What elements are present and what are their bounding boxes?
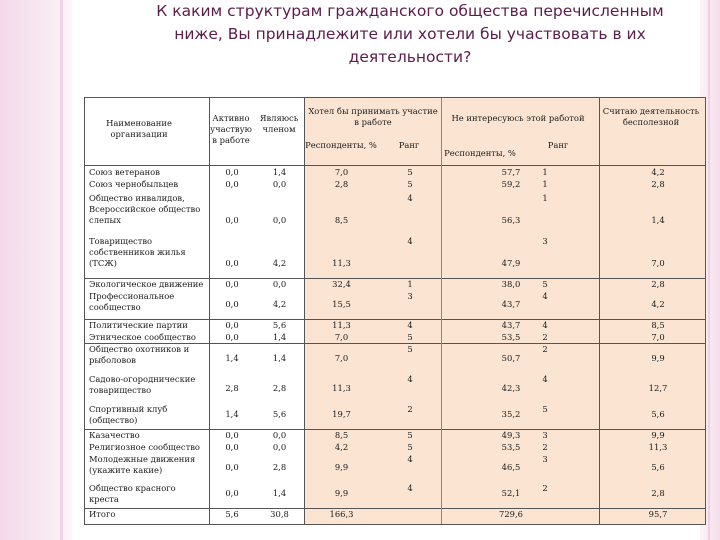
header-want-respondents: Респонденты, % <box>305 140 377 150</box>
useless-value: 11,3 <box>648 442 668 452</box>
want-value: 9,9 <box>334 462 349 472</box>
want-value: 7,0 <box>334 353 349 363</box>
want-rank: 4 <box>407 454 413 464</box>
want-rank: 2 <box>407 404 413 414</box>
organization-name: Общество инвалидов, Всероссийское общество слепых <box>89 193 201 225</box>
not-interested-rank: 5 <box>542 404 548 414</box>
header-useless: Считаю деятельность бесполезной <box>602 106 700 127</box>
header-not-interested: Не интересуюсь этой работой <box>451 113 585 123</box>
useless-value: 7,0 <box>651 332 665 342</box>
useless-value: 9,9 <box>651 430 665 440</box>
useless-value: 8,5 <box>651 320 665 330</box>
want-rank: 4 <box>407 483 413 493</box>
organization-name: Спортивный клуб (общество) <box>89 404 168 425</box>
organization-name: Молодежные движения (укажите какие) <box>89 454 196 475</box>
not-interested-rank: 2 <box>542 332 548 342</box>
left-decor-stripe <box>60 0 63 540</box>
want-value: 32,4 <box>332 279 351 289</box>
useless-value: 4,2 <box>651 167 665 177</box>
organization-name: Союз чернобыльцев <box>89 179 179 189</box>
not-interested-value: 49,3 <box>501 430 521 440</box>
table-grid-line <box>85 508 706 509</box>
member-value: 30,8 <box>270 509 289 519</box>
member-value: 0,0 <box>272 179 287 189</box>
organization-name: Религиозное сообщество <box>89 442 200 452</box>
not-interested-rank: 2 <box>542 442 548 452</box>
member-value: 1,4 <box>272 167 287 177</box>
useless-value: 5,6 <box>651 462 665 472</box>
active-value: 5,6 <box>225 509 239 519</box>
want-value: 11,3 <box>332 320 351 330</box>
not-interested-rank: 2 <box>542 344 548 354</box>
organization-name: Товарищество собственников жилья (ТСЖ) <box>89 236 186 268</box>
right-decor-stripe <box>708 0 710 540</box>
active-value: 0,0 <box>225 179 239 189</box>
not-interested-value: 729,6 <box>499 509 523 519</box>
not-interested-rank: 4 <box>542 291 548 301</box>
want-value: 166,3 <box>329 509 354 519</box>
table-grid-line <box>85 319 706 320</box>
not-interested-value: 53,5 <box>501 332 521 342</box>
want-value: 11,3 <box>332 258 351 268</box>
want-value: 9,9 <box>334 488 349 498</box>
active-value: 0,0 <box>225 488 239 498</box>
want-value: 2,8 <box>334 179 349 189</box>
not-interested-rank: 2 <box>542 483 548 493</box>
want-rank: 4 <box>407 193 413 203</box>
want-rank: 5 <box>407 430 413 440</box>
active-value: 0,0 <box>225 442 239 452</box>
organization-name: Союз ветеранов <box>89 167 160 177</box>
useless-value: 4,2 <box>651 299 665 309</box>
want-value: 11,3 <box>332 383 351 393</box>
not-interested-value: 57,7 <box>501 167 521 177</box>
organization-name: Экологическое движение <box>89 279 204 289</box>
title-line: деятельности? <box>348 48 472 66</box>
active-value: 0,0 <box>225 299 239 309</box>
member-value: 4,2 <box>272 258 287 268</box>
member-value: 1,4 <box>272 488 287 498</box>
table-grid-line <box>85 165 706 166</box>
useless-value: 1,4 <box>651 215 665 225</box>
active-value: 0,0 <box>225 430 239 440</box>
organization-name: Профессиональное сообщество <box>89 291 175 312</box>
header-not-interested-rank: Ранг <box>547 140 569 150</box>
not-interested-rank: 1 <box>542 167 548 177</box>
active-value: 1,4 <box>225 409 239 419</box>
active-value: 0,0 <box>225 462 239 472</box>
member-value: 1,4 <box>272 332 287 342</box>
not-interested-value: 43,7 <box>501 299 521 309</box>
useless-value: 9,9 <box>651 353 665 363</box>
want-rank: 5 <box>407 344 413 354</box>
table-grid-line <box>85 429 706 430</box>
not-interested-rank: 3 <box>542 236 548 246</box>
useless-value: 2,8 <box>651 488 665 498</box>
useless-value: 5,6 <box>651 409 665 419</box>
want-rank: 4 <box>407 374 413 384</box>
header-want-rank: Ранг <box>398 140 420 150</box>
member-value: 5,6 <box>272 320 287 330</box>
want-rank: 5 <box>407 179 413 189</box>
useless-value: 2,8 <box>651 279 665 289</box>
not-interested-value: 59,2 <box>501 179 521 189</box>
active-value: 2,8 <box>225 383 239 393</box>
member-value: 0,0 <box>272 430 287 440</box>
organization-name: Садово-огороднические товарищество <box>89 374 196 395</box>
want-rank: 4 <box>407 236 413 246</box>
not-interested-value: 43,7 <box>501 320 521 330</box>
want-value: 8,5 <box>334 215 349 225</box>
member-value: 0,0 <box>272 442 287 452</box>
active-value: 0,0 <box>225 279 239 289</box>
slide-title <box>110 0 710 69</box>
want-value: 15,5 <box>332 299 351 309</box>
organization-name: Этническое сообщество <box>89 332 196 342</box>
active-value: 1,4 <box>225 353 239 363</box>
useless-value: 2,8 <box>651 179 665 189</box>
want-value: 7,0 <box>334 332 349 342</box>
member-value: 2,8 <box>272 462 287 472</box>
organization-name: Общество красного креста <box>89 483 176 504</box>
want-rank: 3 <box>407 291 413 301</box>
table-column-divider <box>304 98 305 525</box>
active-value: 0,0 <box>225 167 239 177</box>
want-value: 7,0 <box>334 167 349 177</box>
survey-table <box>84 97 706 525</box>
not-interested-rank: 1 <box>542 179 548 189</box>
not-interested-value: 47,9 <box>501 258 521 268</box>
not-interested-value: 52,1 <box>501 488 521 498</box>
not-interested-value: 53,5 <box>501 442 521 452</box>
table-column-divider <box>209 98 210 525</box>
table-grid-line <box>85 278 706 279</box>
not-interested-value: 50,7 <box>501 353 521 363</box>
not-interested-rank: 1 <box>542 193 548 203</box>
not-interested-rank: 5 <box>542 279 548 289</box>
not-interested-rank: 4 <box>542 374 548 384</box>
organization-name: Политические партии <box>89 320 188 330</box>
organization-name: Казачество <box>89 430 140 440</box>
organization-name: Общество охотников и рыболовов <box>89 344 190 365</box>
member-value: 4,2 <box>272 299 287 309</box>
want-value: 19,7 <box>332 409 351 419</box>
not-interested-value: 46,5 <box>501 462 521 472</box>
not-interested-value: 35,2 <box>501 409 521 419</box>
active-value: 0,0 <box>225 215 239 225</box>
left-decor-band <box>0 0 72 540</box>
not-interested-rank: 4 <box>542 320 548 330</box>
useless-value: 7,0 <box>651 258 665 268</box>
header-want-participate: Хотел бы принимать участие в работе <box>308 106 438 127</box>
useless-value: 95,7 <box>648 509 668 519</box>
table-shaded-area <box>304 98 706 525</box>
member-value: 0,0 <box>272 215 287 225</box>
want-rank: 5 <box>407 167 413 177</box>
organization-name: Итого <box>89 509 116 519</box>
want-value: 8,5 <box>334 430 349 440</box>
not-interested-rank: 3 <box>542 430 548 440</box>
not-interested-rank: 3 <box>542 454 548 464</box>
active-value: 0,0 <box>225 332 239 342</box>
useless-value: 12,7 <box>648 383 668 393</box>
header-active: Активно участвую в работе <box>210 113 252 145</box>
table-column-divider <box>599 98 600 525</box>
member-value: 2,8 <box>272 383 287 393</box>
want-rank: 5 <box>407 442 413 452</box>
want-rank: 4 <box>407 320 413 330</box>
table-grid-line <box>85 343 706 344</box>
active-value: 0,0 <box>225 258 239 268</box>
not-interested-value: 56,3 <box>501 215 521 225</box>
header-member: Являюсь членом <box>259 113 299 134</box>
want-rank: 5 <box>407 332 413 342</box>
not-interested-value: 38,0 <box>501 279 521 289</box>
member-value: 0,0 <box>272 279 287 289</box>
title-line: К каким структурам гражданского общества перечисленным <box>156 2 664 20</box>
member-value: 5,6 <box>272 409 287 419</box>
member-value: 1,4 <box>272 353 287 363</box>
want-value: 4,2 <box>334 442 349 452</box>
header-organization: Наименование организации <box>106 118 172 139</box>
table-column-divider <box>441 98 442 525</box>
not-interested-value: 42,3 <box>501 383 521 393</box>
active-value: 0,0 <box>225 320 239 330</box>
header-not-interested-respondents: Респонденты, % <box>444 148 516 158</box>
title-line: ниже, Вы принадлежите или хотели бы участвовать в их <box>174 25 646 43</box>
want-rank: 1 <box>407 279 413 289</box>
